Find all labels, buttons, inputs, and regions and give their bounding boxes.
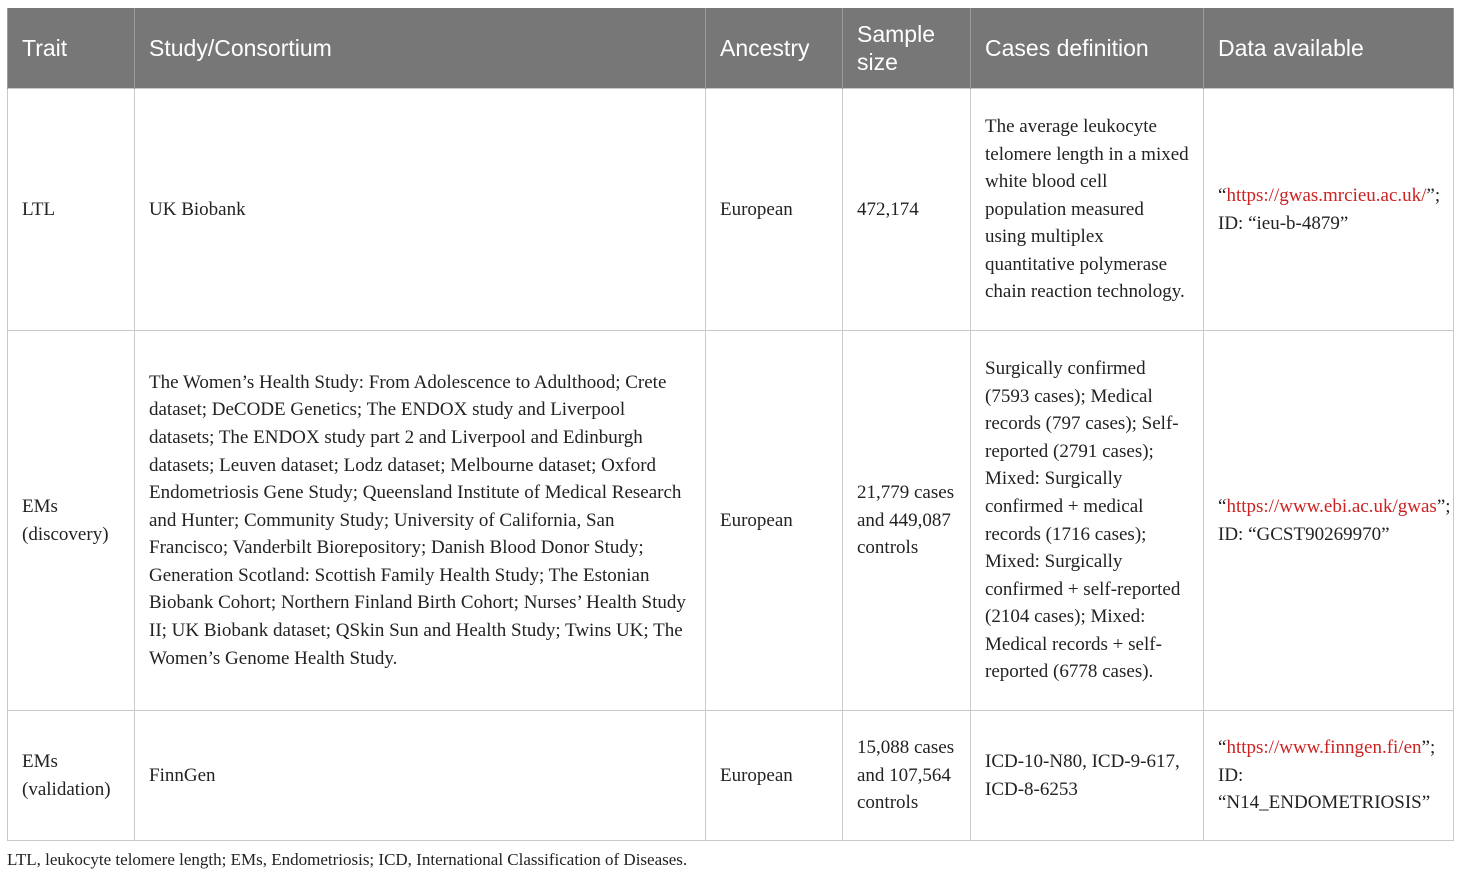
data-id: ”; ID: “N14_ENDOMETRIOSIS”: [1218, 737, 1436, 814]
quote-open: “: [1218, 737, 1227, 759]
cell-data-available: [1204, 711, 1454, 841]
cell-ancestry: European: [706, 711, 843, 841]
header-sample-size: Sample size: [843, 8, 971, 89]
cell-cases-definition: Surgically confirmed (7593 cases); Medical records (797 cases); Self-reported (2791 cases); Mixed: Surgically confirmed + medical records (1716 cases); Mixed: Surgically confirmed + self-reported (2104 cases); Mixed: Medical records + self-reported (6778 cases).: [971, 331, 1204, 711]
cell-ancestry: European: [706, 89, 843, 331]
cell-ancestry: European: [706, 331, 843, 711]
cell-sample-size: 472,174: [843, 89, 971, 331]
cell-study: The Women’s Health Study: From Adolescence to Adulthood; Crete dataset; DeCODE Genetics; The ENDOX study and Liverpool datasets; The ENDOX study part 2 and Liverpool and Edinburgh datasets; Leuven dataset; Lodz dataset; Melbourne dataset; Oxford Endometriosis Gene Study; Queensland Institute of Medical Research and Hunter; Community Study; University of California, San Francisco; Vanderbilt Biorepository; Danish Blood Donor Study; Generation Scotland: Scottish Family Health Study; The Estonian Biobank Cohort; Northern Finland Birth Cohort; Nurses’ Health Study II; UK Biobank dataset; QSkin Sun and Health Study; Twins UK; The Women’s Genome Health Study.: [135, 331, 706, 711]
cell-cases-definition: The average leukocyte telomere length in a mixed white blood cell population measured using multiplex quantitative polymerase chain reaction technology.: [971, 89, 1204, 331]
cell-data-available: [1204, 89, 1454, 331]
data-id: ”; ID: “GCST90269970”: [1218, 495, 1451, 545]
cell-data-available: [1204, 331, 1454, 711]
quote-open: “: [1218, 184, 1227, 206]
quote-open: “: [1218, 495, 1227, 517]
cell-trait: EMs (validation): [8, 711, 135, 841]
cell-sample-size: 21,779 cases and 449,087 controls: [843, 331, 971, 711]
cell-sample-size: 15,088 cases and 107,564 controls: [843, 711, 971, 841]
table-header-row: [8, 8, 1454, 89]
data-id: ”; ID: “ieu-b-4879”: [1218, 184, 1441, 234]
data-table: [7, 8, 1454, 841]
table-footnote: LTL, leukocyte telomere length; EMs, Endometriosis; ICD, International Classification of Diseases.: [7, 850, 688, 869]
header-study: Study/Consortium: [135, 8, 706, 89]
cell-cases-definition: ICD-10-N80, ICD-9-617, ICD-8-6253: [971, 711, 1204, 841]
header-trait: Trait: [8, 8, 135, 89]
data-link[interactable]: https://gwas.mrcieu.ac.uk/: [1226, 184, 1427, 206]
table-row: [8, 89, 1454, 331]
data-link[interactable]: https://www.ebi.ac.uk/gwas: [1226, 495, 1437, 517]
cell-study: FinnGen: [135, 711, 706, 841]
header-cases-definition: Cases definition: [971, 8, 1204, 89]
header-ancestry: Ancestry: [706, 8, 843, 89]
cell-trait: EMs (discovery): [8, 331, 135, 711]
table-row: [8, 711, 1454, 841]
table-row: [8, 331, 1454, 711]
cell-study: UK Biobank: [135, 89, 706, 331]
data-link[interactable]: https://www.finngen.fi/en: [1226, 737, 1422, 759]
header-data-available: Data available: [1204, 8, 1454, 89]
cell-trait: LTL: [8, 89, 135, 331]
